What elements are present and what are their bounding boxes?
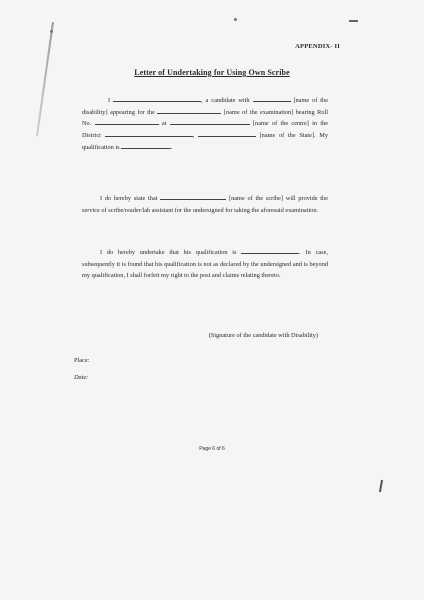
text-fragment: I do hereby undertake that his qualification is bbox=[100, 249, 237, 256]
scan-artifact-dot bbox=[50, 30, 53, 33]
text-fragment: , bbox=[192, 132, 195, 140]
text-fragment: , a candidate with bbox=[201, 97, 250, 104]
scan-artifact-dot bbox=[234, 18, 237, 21]
scan-artifact-line bbox=[36, 22, 54, 136]
scan-artifact-tick bbox=[379, 480, 383, 492]
place-label: Place: bbox=[74, 357, 90, 364]
blank-state[interactable] bbox=[198, 130, 256, 137]
text-fragment: [name of the State]. My qualification is bbox=[82, 132, 329, 151]
text-fragment: I do hereby state that bbox=[100, 195, 158, 202]
text-fragment: at bbox=[161, 120, 167, 128]
text-fragment: . In case, subsequently it is found that his qualification is not as declared by the undersigned and is beyond my qualification, I shall forfeit my right to the post and claims relating thereto. bbox=[82, 249, 328, 280]
page-number: Page 6 of 6 bbox=[199, 446, 225, 452]
text-fragment: [name of the scribe] will provide the service of scribe/reader/lab assistant for the undersigned for taking the aforesaid examination. bbox=[82, 195, 328, 214]
text-fragment: [name of the examination] bearing Roll No. bbox=[82, 108, 328, 128]
date-label: Date: bbox=[74, 374, 89, 381]
paragraph-undertaking bbox=[82, 247, 328, 282]
document-title: Letter of Undertaking for Using Own Scribe bbox=[134, 68, 290, 77]
paragraph-declaration bbox=[82, 95, 328, 154]
scan-artifact-dash bbox=[349, 20, 358, 22]
signature-line: (Signature of the candidate with Disability) bbox=[208, 332, 318, 339]
blank-scribe-name[interactable] bbox=[160, 193, 226, 200]
paragraph-scribe-statement bbox=[82, 193, 328, 216]
blank-centre[interactable] bbox=[170, 118, 250, 125]
blank-disability[interactable] bbox=[253, 95, 291, 102]
blank-roll-number[interactable] bbox=[95, 118, 159, 125]
blank-scribe-qualification[interactable] bbox=[241, 247, 299, 254]
blank-candidate-name[interactable] bbox=[113, 95, 201, 102]
text-fragment: [name of the disability] appearing for the bbox=[82, 97, 328, 116]
blank-district[interactable] bbox=[105, 130, 195, 140]
blank-examination[interactable] bbox=[157, 107, 221, 114]
text-fragment: I bbox=[108, 97, 111, 104]
text-fragment: . bbox=[171, 143, 173, 151]
appendix-label: APPENDIX- II bbox=[295, 43, 340, 50]
text-fragment: [name of the centre] in the District bbox=[82, 120, 329, 140]
blank-qualification[interactable] bbox=[121, 142, 171, 149]
